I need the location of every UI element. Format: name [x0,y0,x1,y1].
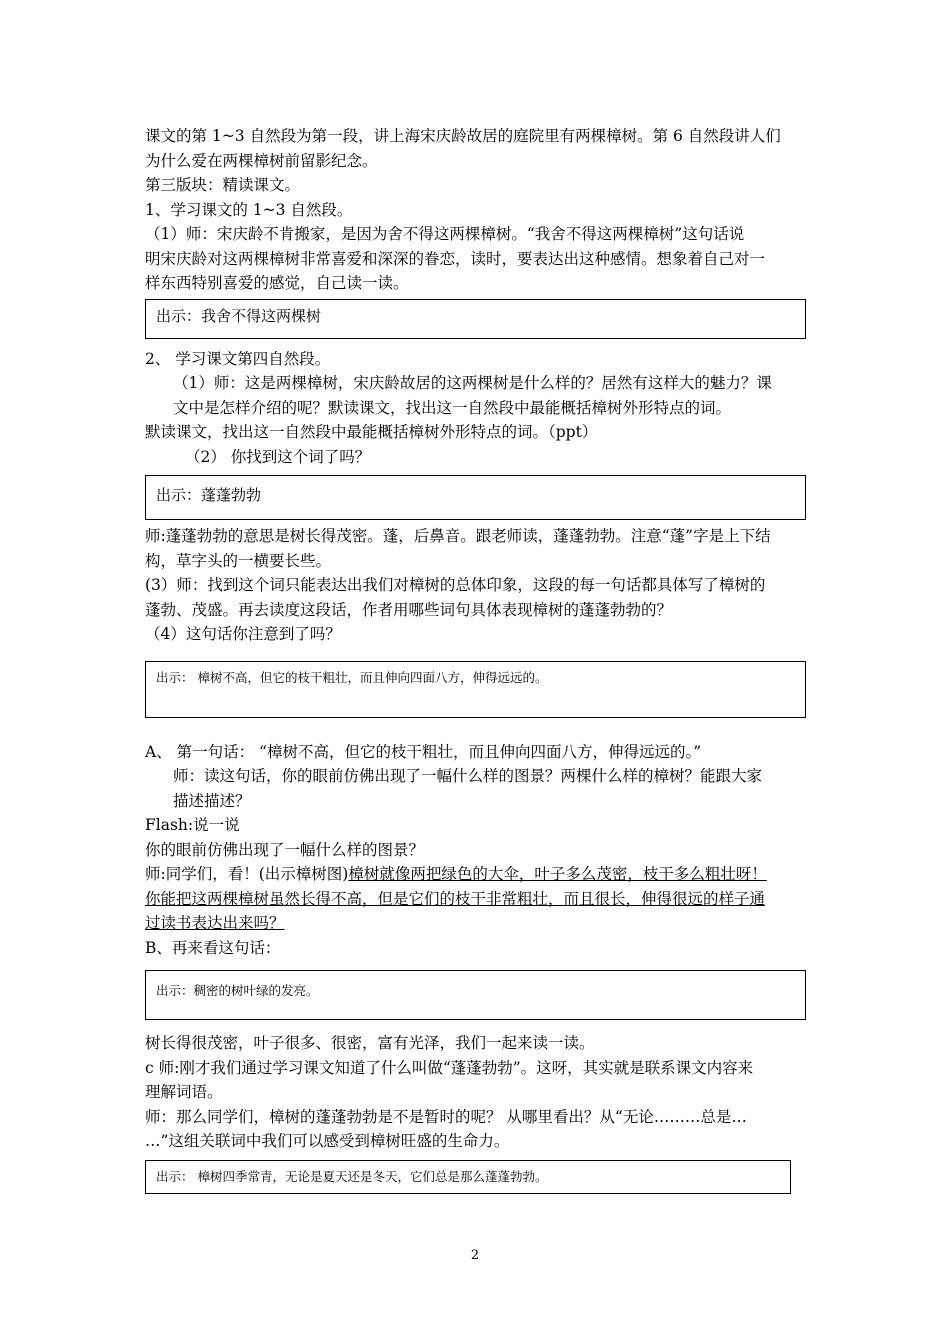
underlined-text: 你能把这两棵樟树虽然长得不高，但是它们的枝干非常粗壮，而且很长，伸得很远的样子通 [145,889,766,908]
paragraph: 明宋庆龄对这两棵樟树非常喜爱和深深的眷恋，读时，要表达出这种感情。想象着自己对一 [145,249,766,268]
paragraph [145,862,815,887]
display-box [145,1160,791,1194]
display-box [145,475,806,520]
paragraph: 样东西特别喜爱的感觉，自己读一读。 [145,274,409,292]
underlined-text: 樟树就像两把绿色的大伞，叶子多么茂密，枝干多么粗壮呀！ [348,865,767,883]
page-number: 2 [470,1248,480,1263]
display-box-text: 出示：我舍不得这两棵树 [156,306,322,325]
paragraph: 为什么爱在两棵樟树前留影纪念。 [145,151,378,170]
display-box-text: 出示：稠密的树叶绿的发亮。 [156,983,319,998]
paragraph: 文中是怎样介绍的呢？默读课文，找出这一自然段中最能概括樟树外形特点的词。 [173,398,732,417]
paragraph: 师：读这句话，你的眼前仿佛出现了一幅什么样的图景？两棵什么样的樟树？能跟大家 [173,767,763,785]
paragraph: 师：那么同学们，樟树的蓬蓬勃勃是不是暂时的呢？ 从哪里看出？从“无论………总是… [145,1107,747,1126]
paragraph: 你的眼前仿佛出现了一幅什么样的图景？ [145,840,425,859]
paragraph: 师:蓬蓬勃勃的意思是树长得茂密。蓬，后鼻音。跟老师读，蓬蓬勃勃。注意“蓬”字是上下结 [145,527,771,545]
teacher-prompt: 师:同学们，看！(出示樟树图) [145,865,349,883]
paragraph: （1）师：宋庆龄不肯搬家，是因为舍不得这两棵樟树。“我舍不得这两棵樟树”这句话说 [145,225,745,243]
paragraph: 理解词语。 [145,1083,223,1101]
display-box [145,661,806,718]
paragraph: c 师:刚才我们通过学习课文知道了什么叫做“蓬蓬勃勃”。这呀，其实就是联系课文内容来 [145,1058,754,1077]
paragraph: 蓬勃、茂盛。再去读度这段话，作者用哪些词句具体表现樟树的蓬蓬勃勃的？ [145,600,673,619]
paragraph: (3）师：找到这个词只能表达出我们对樟树的总体印象，这段的每一句话都具体写了樟树的 [145,576,766,594]
display-box [145,299,806,339]
display-box [145,970,806,1020]
document-body [145,124,815,1194]
paragraph: （4）这句话你注意到了吗？ [145,625,341,643]
paragraph: 树长得很茂密，叶子很多、很密，富有光泽，我们一起来读一读。 [145,1034,595,1052]
paragraph: 课文的第 1~3 自然段为第一段，讲上海宋庆龄故居的庭院里有两棵樟树。第 6 自然段讲人们 [145,127,781,145]
section-heading: 第三版块：精读课文。 [145,176,301,194]
paragraph: （2） 你找到这个词了吗？ [185,447,371,466]
paragraph: 默读课文，找出这一自然段中最能概括樟树外形特点的词。（ppt） [145,423,598,441]
subsection-heading: 2、 学习课文第四自然段。 [145,349,331,368]
display-box-text: 出示：蓬蓬勃勃 [156,486,262,504]
paragraph: A、 第一句话： “樟树不高，但它的枝干粗壮，而且伸向四面八方，伸得远远的。” [145,742,702,761]
paragraph: （1）师：这是两棵樟树，宋庆龄故居的这两棵树是什么样的？居然有这样大的魅力？课 [173,374,772,392]
paragraph: Flash:说一说 [145,816,240,834]
subsection-heading: 1、学习课文的 1~3 自然段。 [145,200,353,219]
underlined-text: 过读书表达出来吗？ [145,914,285,932]
paragraph: …”这组关联词中我们可以感受到樟树旺盛的生命力。 [145,1132,510,1150]
paragraph: 描述描述？ [173,791,251,810]
display-box-text: 出示： 樟树四季常青，无论是夏天还是冬天，它们总是那么蓬蓬勃勃。 [156,1168,548,1184]
display-box-text: 出示： 樟树不高，但它的枝干粗壮，而且伸向四面八方，伸得远远的。 [156,669,548,685]
paragraph: 构，草字头的一横要长些。 [145,551,332,570]
paragraph: B、再来看这句话： [145,938,281,957]
